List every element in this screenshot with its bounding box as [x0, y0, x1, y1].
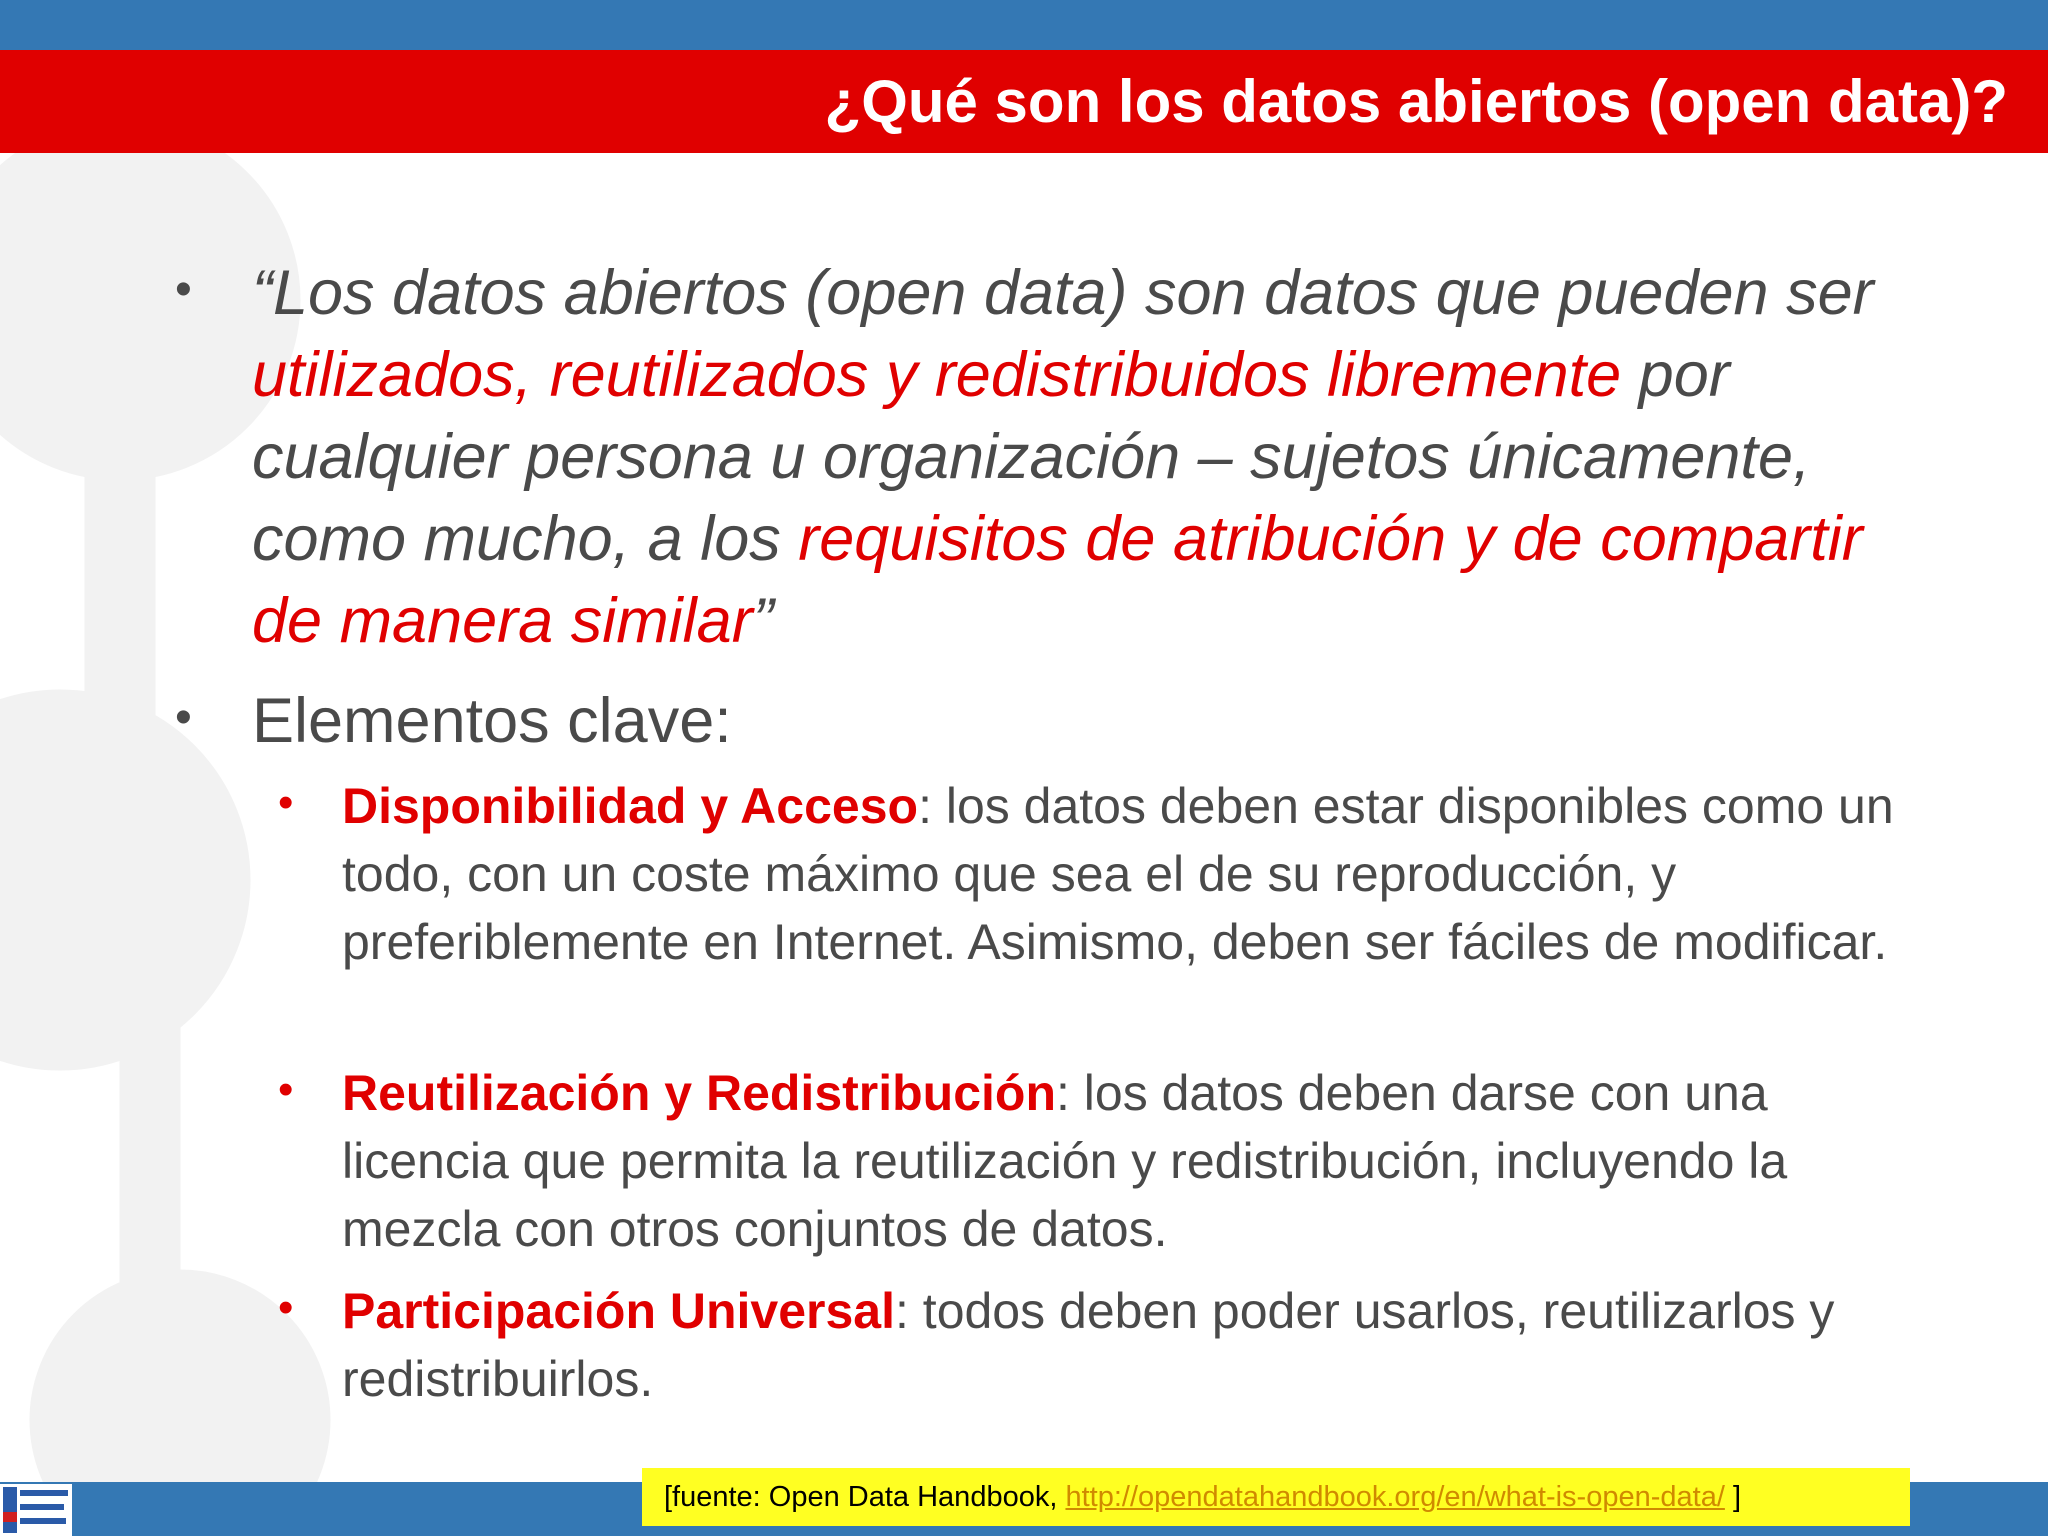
quote-text-1: “Los datos abiertos (open data) son datos que pueden ser — [252, 258, 1874, 328]
key-element-term: Disponibilidad y Acceso — [342, 778, 919, 834]
bullet-key-elements: • — [175, 691, 192, 744]
key-element-participation — [342, 1277, 1902, 1413]
key-element-description: : los datos deben darse con una licencia que permita la reutilización y redistribución, incluyendo la mezcla con otros conjuntos de datos. — [342, 1065, 1788, 1257]
source-citation — [642, 1468, 1910, 1526]
quote-text-3: ” — [752, 586, 774, 656]
quote-highlight-usage: utilizados, reutilizados y redistribuidos libremente — [252, 340, 1622, 410]
source-link[interactable]: http://opendatahandbook.org/en/what-is-open-data/ — [1065, 1481, 1725, 1513]
bullet-reuse: • — [278, 1065, 294, 1114]
quote-highlight-requirements: requisitos de atribución y de compartir de manera similar — [252, 504, 1863, 656]
institution-logo — [0, 1484, 72, 1536]
key-element-description: : todos deben poder usarlos, reutilizarlos y redistribuirlos. — [342, 1283, 1835, 1407]
bullet-quote: • — [175, 263, 192, 316]
key-element-description: : los datos deben estar disponibles como un todo, con un coste máximo que sea el de su reproducción, y preferiblemente en Internet. Asimismo, deben ser fáciles de modificar. — [342, 778, 1894, 970]
top-blue-bar — [0, 0, 2048, 50]
slide-title: ¿Qué son los datos abiertos (open data)? — [824, 68, 2008, 135]
open-data-definition-quote — [252, 252, 1892, 662]
key-element-term: Reutilización y Redistribución — [342, 1065, 1056, 1121]
key-element-reuse — [342, 1059, 1902, 1263]
source-suffix: ] — [1724, 1481, 1742, 1513]
key-elements-heading: Elementos clave: — [252, 686, 732, 756]
quote-text-2: por cualquier persona u organización – sujetos únicamente, como mucho, a los — [252, 340, 1811, 574]
bullet-availability: • — [278, 778, 294, 827]
source-prefix: [fuente: Open Data Handbook, — [664, 1481, 1066, 1513]
bullet-participation: • — [278, 1283, 294, 1332]
key-element-term: Participación Universal — [342, 1283, 896, 1339]
key-element-availability — [342, 772, 1902, 976]
